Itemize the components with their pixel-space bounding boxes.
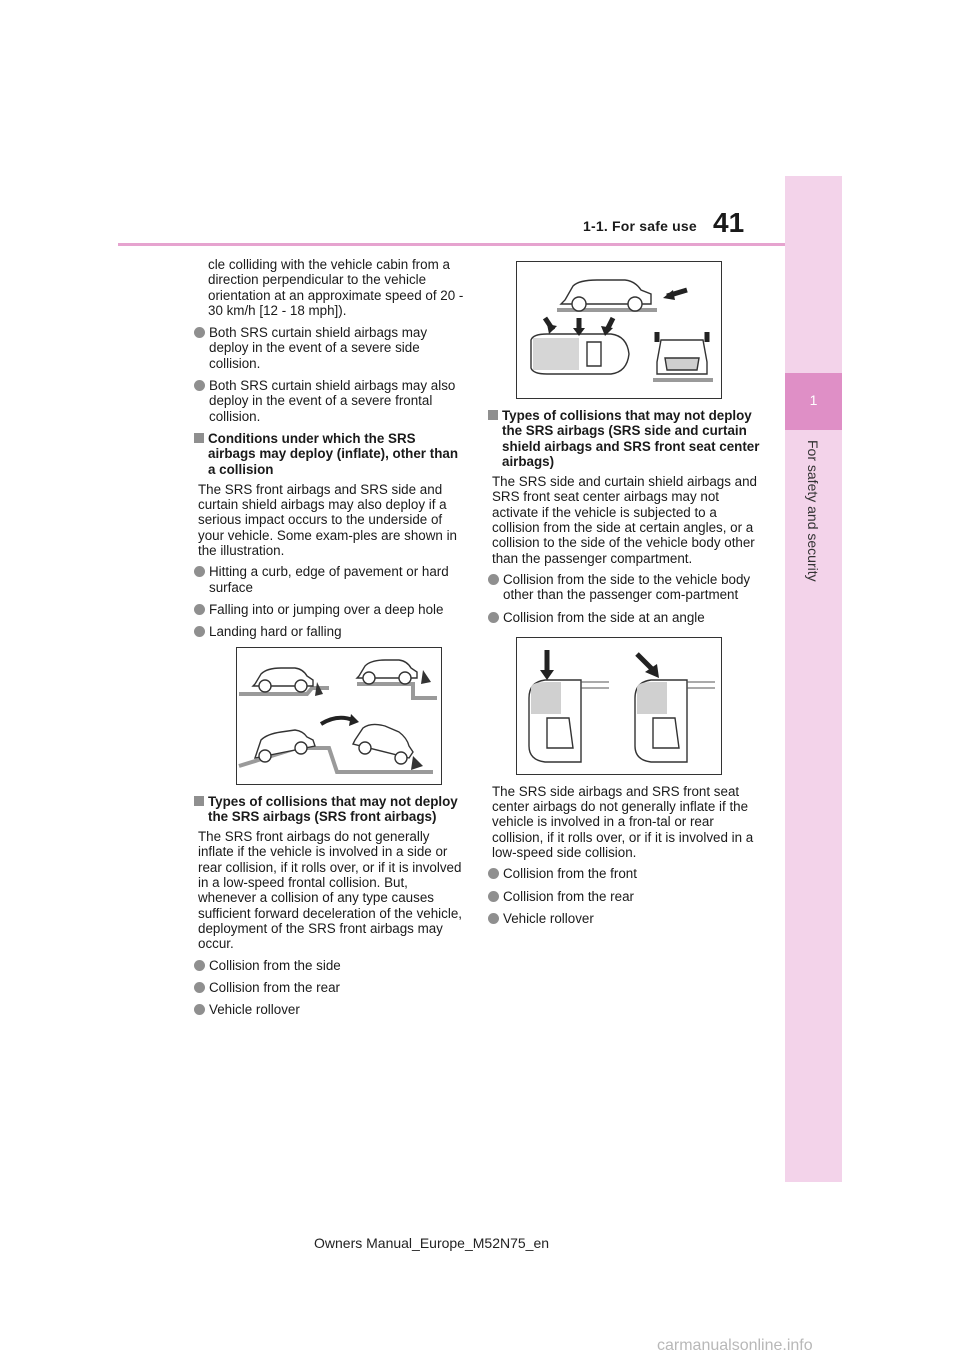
- illustration-side-collisions: [516, 261, 722, 399]
- square-bullet-icon: [194, 433, 204, 443]
- illustration-underside-impacts: [236, 647, 442, 785]
- list-item: Vehicle rollover: [198, 1002, 466, 1017]
- list-item: Falling into or jumping over a deep hole: [198, 602, 466, 617]
- bullet-icon: [194, 626, 205, 637]
- list-item: Hitting a curb, edge of pavement or hard surface: [198, 564, 466, 595]
- bullet-icon: [488, 868, 499, 879]
- car-icon: [357, 660, 417, 684]
- list-item: Collision from the side: [198, 958, 466, 973]
- car-icon: [353, 724, 413, 764]
- chapter-number: 1: [809, 392, 818, 408]
- chapter-side-tab: [785, 176, 842, 1182]
- footer-text: Owners Manual_Europe_M52N75_en: [314, 1235, 550, 1251]
- section-heading: Types of collisions that may not deploy the SRS airbags (SRS front airbags): [198, 794, 466, 825]
- illustration-angle-collisions: [516, 637, 722, 775]
- page-number: 41: [713, 207, 745, 238]
- list-item: Collision from the side to the vehicle body other than the passenger com-partment: [492, 572, 760, 603]
- section-body: The SRS front airbags do not generally inflate if the vehicle is involved in a side or rear collision, if it rolls over, or if it is involved in a low-speed frontal collision. But, whenever a collision of any type causes sufficient forward deceleration of the vehicle, deployment of the SRS front airbags may occur.: [198, 829, 462, 952]
- bullet-icon: [194, 604, 205, 615]
- car-top-icon: [531, 334, 629, 374]
- intro-continuation: cle colliding with the vehicle cabin from a direction perpendicular to the vehicle orientation at an approximate speed of 20 - 30 km/h [12 - 18 mph]).: [208, 257, 464, 318]
- list-item: Collision from the side at an angle: [492, 610, 760, 625]
- bullet-icon: [488, 913, 499, 924]
- bullet-icon: [194, 1004, 205, 1015]
- list-item: Collision from the rear: [198, 980, 466, 995]
- bullet-icon: [194, 566, 205, 577]
- left-column: [198, 257, 466, 1024]
- car-icon: [561, 280, 651, 311]
- bullet-icon: [488, 891, 499, 902]
- list-item: Both SRS curtain shield airbags may also deploy in the event of a severe frontal collision.: [198, 378, 466, 424]
- bullet-icon: [194, 982, 205, 993]
- list-item: Vehicle rollover: [492, 911, 760, 926]
- list-item: Landing hard or falling: [198, 624, 466, 639]
- list-item: Both SRS curtain shield airbags may deploy in the event of a severe side collision.: [198, 325, 466, 371]
- watermark: carmanualsonline.info: [657, 1337, 813, 1354]
- chapter-title: For safety and security: [805, 440, 821, 582]
- header-rule: [118, 243, 785, 246]
- car-top-icon: [529, 680, 581, 762]
- bullet-icon: [194, 380, 205, 391]
- square-bullet-icon: [488, 410, 498, 420]
- square-bullet-icon: [194, 796, 204, 806]
- right-column: [492, 261, 760, 933]
- section-body: The SRS side and curtain shield airbags and SRS front seat center airbags may not activate if the vehicle is subjected to a collision from the side at certain angles, or a collision to the side of the vehicle body other than the passenger compartment.: [492, 474, 757, 566]
- section-body: The SRS front airbags and SRS side and curtain shield airbags may also deploy if a serious impact occurs to the underside of your vehicle. Some exam-ples are shown in the illustration.: [198, 481, 458, 559]
- bullet-icon: [488, 612, 499, 623]
- car-top-icon: [635, 680, 687, 762]
- bullet-icon: [488, 574, 499, 585]
- bullet-icon: [194, 327, 205, 338]
- car-icon: [255, 730, 315, 762]
- section-body: The SRS side airbags and SRS front seat center airbags do not generally inflate if the vehicle is involved in a fron-tal or rear collision, if it rolls over, or if it is involved in a low-speed side collision.: [492, 783, 754, 861]
- car-front-icon: [657, 340, 707, 374]
- section-title: 1-1. For safe use: [583, 218, 697, 234]
- car-icon: [253, 668, 313, 692]
- bullet-icon: [194, 960, 205, 971]
- list-item: Collision from the front: [492, 866, 760, 881]
- list-item: Collision from the rear: [492, 889, 760, 904]
- section-heading: Types of collisions that may not deploy the SRS airbags (SRS side and curtain shield airbags and SRS front seat center airbags): [492, 408, 760, 469]
- section-heading: Conditions under which the SRS airbags may deploy (inflate), other than a collision: [198, 431, 466, 477]
